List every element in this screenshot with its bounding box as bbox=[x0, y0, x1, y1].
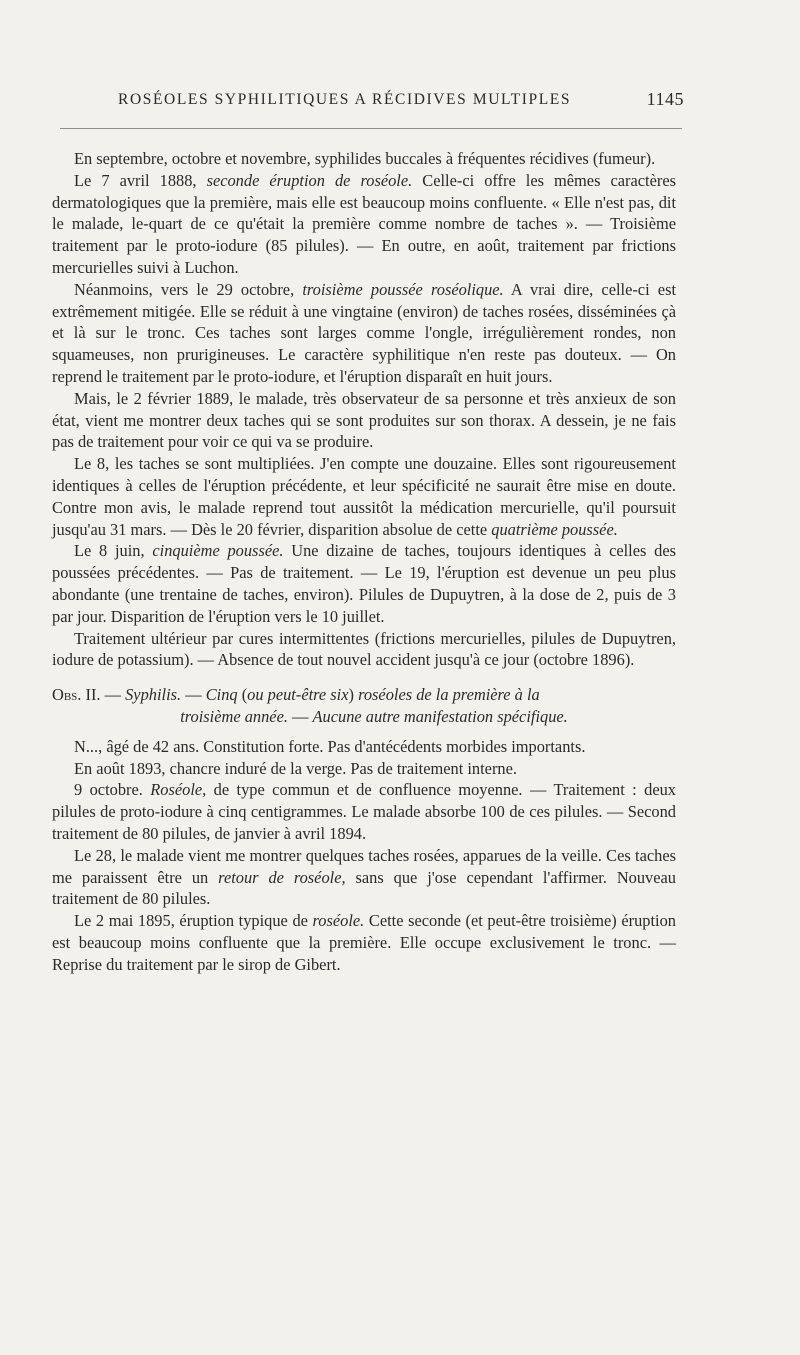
paragraph: Néanmoins, vers le 29 octobre, troisième poussée roséolique. A vrai dire, celle-ci est extrêmement mitigée. Elle se réduit à une vingtaine (environ) de taches rosées, disséminées çà et là sur le tronc. Ces taches sont larges comme l'ongle, irrégulièrement rondes, non squameuses, non prurigineuses. Le caractère syphilitique n'en reste pas douteux. — On reprend le traitement par le proto-iodure, et l'éruption disparaît en huit jours. bbox=[52, 279, 677, 386]
paragraph: N..., âgé de 42 ans. Constitution forte. Pas d'antécédents morbides importants. bbox=[74, 736, 586, 756]
paragraph: Le 28, le malade vient me montrer quelques taches rosées, apparues de la veille. Ces taches me paraissent être un retour de roséole, sans que j'ose cependant l'affirmer. Nouveau traitement de 80 pilules. bbox=[52, 845, 676, 909]
spacer bbox=[52, 728, 676, 736]
body-text bbox=[52, 148, 676, 975]
running-header bbox=[118, 91, 684, 117]
paragraph: Le 8 juin, cinquième poussée. Une dizaine de taches, toujours identiques à celles des poussées précédentes. — Pas de traitement. — Le 19, l'éruption est devenue un peu plus abondante (une trentaine de taches, environ). Pilules de Dupuytren, à la dose de 2, puis de 3 par jour. Disparition de l'éruption vers le 10 juillet. bbox=[52, 541, 676, 626]
paragraph: Traitement ultérieur par cures intermittentes (frictions mercurielles, pilules de Dupuytren, iodure de potassium). — Absence de tout nouvel accident jusqu'à ce jour (octobre 1896). bbox=[52, 628, 676, 670]
paragraph: Le 8, les taches se sont multipliées. J'en compte une douzaine. Elles sont rigoureusement identiques à celles de l'éruption précédente, et leur spécificité ne saurait être mise en doute. Contre mon avis, le malade reprend tout aussitôt la médication mercurielle, qu'il poursuit jusqu'au 31 mars. — Dès le 20 février, disparition absolue de cette quatrième poussée. bbox=[52, 454, 676, 539]
paragraph: 9 octobre. Roséole, de type commun et de confluence moyenne. — Traitement : deux pilules de proto-iodure à cinq centigrammes. Le malade absorbe 100 de ces pilules. — Second traitement de 80 pilules, de janvier à avril 1894. bbox=[52, 780, 677, 843]
paragraph: En août 1893, chancre induré de la verge. Pas de traitement interne. bbox=[74, 758, 517, 778]
paragraph: Le 2 mai 1895, éruption typique de roséole. Cette seconde (et peut-être troisième) éruption est beaucoup moins confluente que la première. Elle occupe exclusivement le tronc. — Reprise du traitement par le sirop de Gibert. bbox=[52, 911, 676, 974]
paragraph: Le 7 avril 1888, seconde éruption de roséole. Celle-ci offre les mêmes caractères dermatologiques que la première, mais elle est beaucoup moins confluente. « Elle n'est pas, dit le malade, le-quart de ce qu'était la première comme nombre de taches ». — Troisième traitement par le proto-iodure (85 pilules). — En outre, en août, traitement par frictions mercurielles suivi à Luchon. bbox=[52, 170, 676, 277]
observation-heading: Obs. II. — Syphilis. — Cinq (ou peut-être six) roséoles de la première à la troisième année. — Aucune autre manifestation spécifique. bbox=[52, 685, 568, 726]
header-title: ROSÉOLES SYPHILITIQUES A RÉCIDIVES MULTIPLES bbox=[118, 91, 572, 108]
page-number: 1145 bbox=[646, 89, 684, 109]
paragraph: Mais, le 2 février 1889, le malade, très observateur de sa personne et très anxieux de son état, vient me montrer deux taches qui se sont produites sur son thorax. A dessein, je ne fais pas de traitement pour voir ce qui va se produire. bbox=[52, 388, 676, 452]
paragraph: En septembre, octobre et novembre, syphilides buccales à fréquentes récidives (fumeur). bbox=[74, 149, 656, 168]
header-rule bbox=[60, 128, 682, 129]
